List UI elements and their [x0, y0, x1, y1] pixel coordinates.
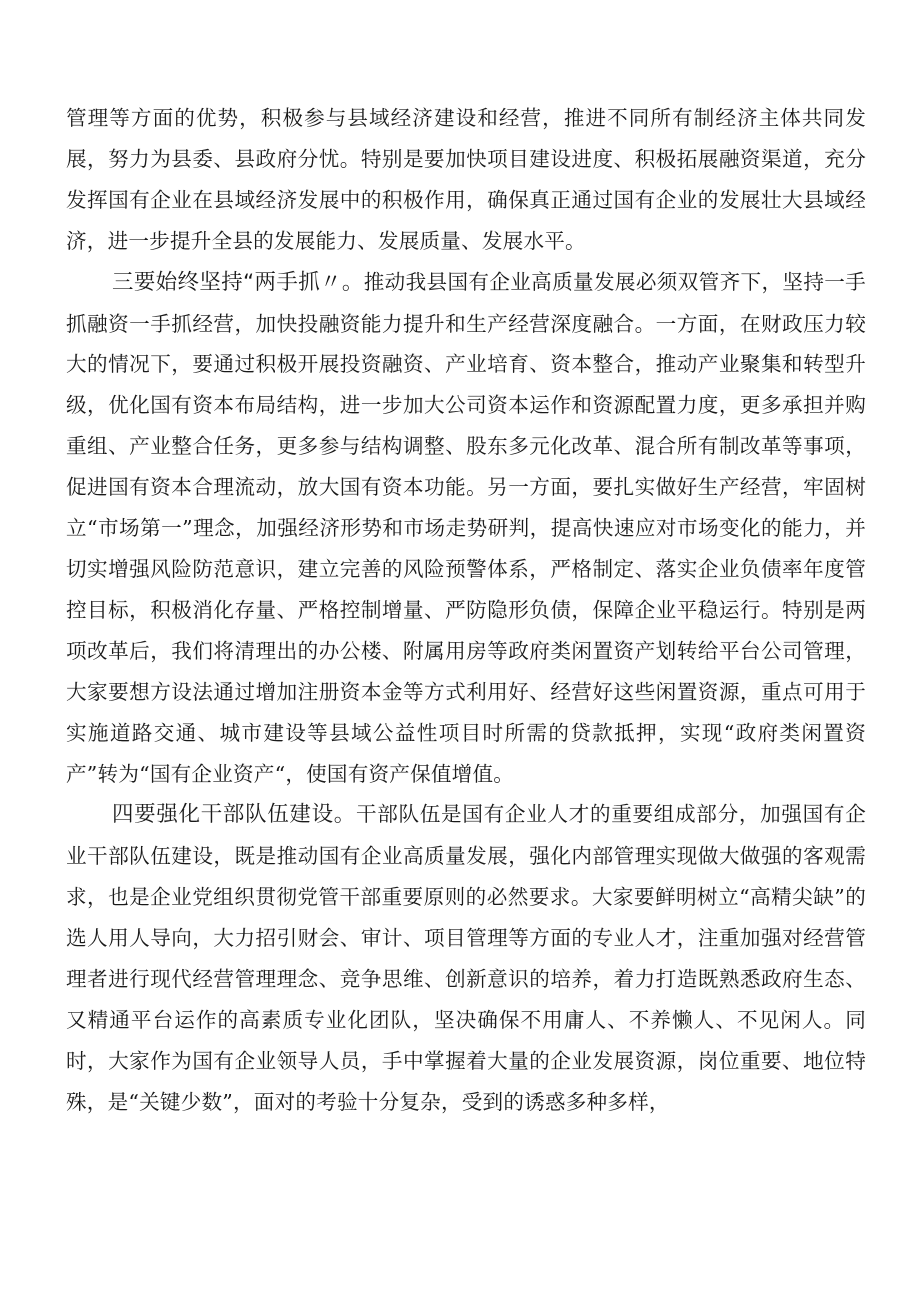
paragraph-cadre-team: [66, 794, 866, 1122]
body-text: [66, 98, 866, 1123]
paragraph-heading: 三要始终坚持“两手抓〃。: [112, 269, 364, 295]
paragraph-text: 干部队伍是国有企业人才的重要组成部分，加强国有企业干部队伍建设，既是推动国有企业高质量发展，强化内部管理实现做大做强的客观需求，也是企业党组织贯彻党管干部重要原则的必然要求。大家要鲜明树立“高精尖缺”的选人用人导向，大力招引财会、审计、项目管理等方面的专业人才，注重加强对经营管理者进行现代经营管理理念、竞争思维、创新意识的培养，着力打造既熟悉政府生态、又精通平台运作的高素质专业化团队，坚决确保不用庸人、不养懒人、不见闲人。同时，大家作为国有企业领导人员，手中掌握着大量的企业发展资源，岗位重要、地位特殊，是“关键少数”，面对的考验十分复杂，受到的诱惑多种多样，: [66, 802, 866, 1114]
paragraph-text: 推动我县国有企业高质量发展必须双管齐下，坚持一手抓融资一手抓经营，加快投融资能力提升和生产经营深度融合。一方面，在财政压力较大的情况下，要通过积极开展投资融资、产业培育、资本整合，推动产业聚集和转型升级，优化国有资本布局结构，进一步加大公司资本运作和资源配置力度，更多承担并购重组、产业整合任务，更多参与结构调整、股东多元化改革、混合所有制改革等事项，促进国有资本合理流动，放大国有资本功能。另一方面，要扎实做好生产经营，牢固树立“市场第一”理念，加强经济形势和市场走势研判，提高快速应对市场变化的能力，并切实增强风险防范意识，建立完善的风险预警体系，严格制定、落实企业负债率年度管控目标，积极消化存量、严格控制增量、严防隐形负债，保障企业平稳运行。特别是两项改革后，我们将清理出的办公楼、附属用房等政府类闲置资产划转给平台公司管理，大家要想方设法通过增加注册资本金等方式利用好、经营好这些闲置资源，重点可用于实施道路交通、城市建设等县域公益性项目时所需的贷款抵押，实现“政府类闲置资产”转为“国有企业资产“，使国有资产保值增值。: [66, 269, 866, 786]
paragraph-continuation: [66, 98, 866, 262]
paragraph-text: 管理等方面的优势，积极参与县域经济建设和经营，推进不同所有制经济主体共同发展，努力为县委、县政府分忧。特别是要加快项目建设进度、积极拓展融资渠道，充分发挥国有企业在县域经济发展中的积极作用，确保真正通过国有企业的发展壮大县域经济，进一步提升全县的发展能力、发展质量、发展水平。: [66, 106, 866, 253]
paragraph-heading: 四要强化干部队伍建设。: [112, 802, 356, 828]
paragraph-two-hands: [66, 262, 866, 795]
